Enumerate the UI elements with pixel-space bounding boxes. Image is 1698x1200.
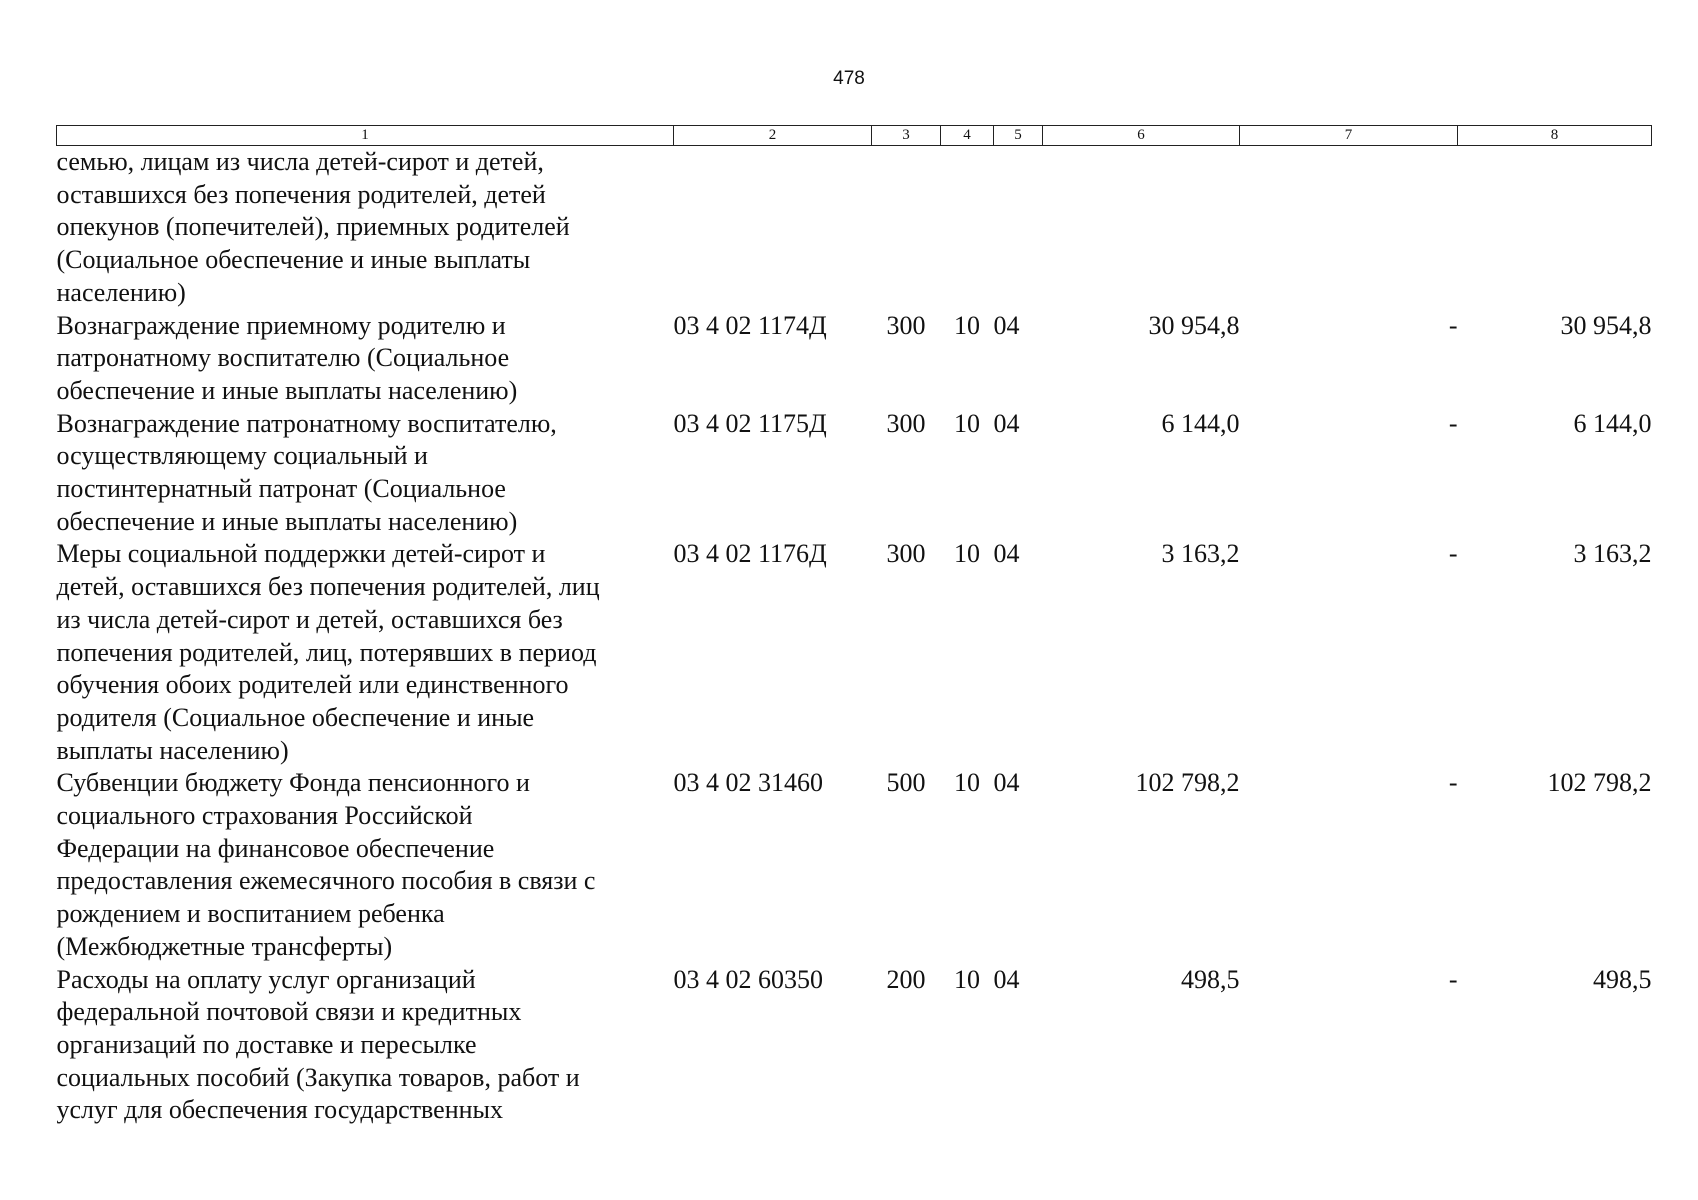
description-line: Вознаграждение приемному родителю и bbox=[56, 310, 506, 340]
row-subsection bbox=[994, 146, 1043, 310]
description-line: опекунов (попечителей), приемных родителей bbox=[56, 212, 570, 242]
table-row bbox=[57, 146, 1652, 310]
row-description bbox=[57, 310, 674, 408]
row-amount-col8: 498,5 bbox=[1593, 964, 1652, 994]
row-amount-col6: 30 954,8 bbox=[1148, 310, 1240, 340]
budget-table bbox=[56, 125, 1652, 1127]
description-line: Субвенции бюджету Фонда пенсионного и bbox=[56, 768, 530, 798]
row-description bbox=[57, 538, 674, 767]
row-amount-col8: 30 954,8 bbox=[1560, 310, 1652, 340]
row-amount-col7: - bbox=[1448, 539, 1458, 569]
description-line: постинтернатный патронат (Социальное bbox=[56, 474, 506, 504]
header-col-6: 6 bbox=[1043, 126, 1240, 146]
row-description bbox=[57, 964, 674, 1128]
description-line: обеспечение и иные выплаты населению) bbox=[56, 506, 518, 536]
description-line: Федерации на финансовое обеспечение bbox=[56, 833, 495, 863]
row-section: 10 bbox=[954, 310, 980, 340]
description-line: услуг для обеспечения государственных bbox=[56, 1095, 504, 1125]
description-line: семью, лицам из числа детей-сирот и детей, bbox=[56, 147, 544, 176]
row-amount-col6: 6 144,0 bbox=[1161, 408, 1240, 438]
row-section: 10 bbox=[954, 408, 980, 438]
row-code: 03 4 02 1174Д bbox=[673, 310, 827, 340]
row-subsection: 04 bbox=[993, 964, 1020, 994]
row-subsection: 04 bbox=[993, 310, 1020, 340]
row-description bbox=[57, 408, 674, 539]
description-line: обеспечение и иные выплаты населению) bbox=[56, 375, 518, 405]
row-subsection: 04 bbox=[993, 539, 1020, 569]
description-line: предоставления ежемесячного пособия в связи с bbox=[56, 866, 596, 896]
table-row bbox=[57, 964, 1652, 1128]
row-section: 10 bbox=[954, 768, 980, 798]
description-line: Вознаграждение патронатному воспитателю, bbox=[56, 408, 557, 438]
row-amount-col8: 3 163,2 bbox=[1573, 539, 1652, 569]
row-description bbox=[57, 767, 674, 963]
header-col-2: 2 bbox=[674, 126, 872, 146]
row-amount-col8: 102 798,2 bbox=[1547, 768, 1652, 798]
row-section: 10 bbox=[954, 539, 980, 569]
row-subsection: 04 bbox=[993, 768, 1020, 798]
description-line: оставшихся без попечения родителей, детей bbox=[56, 179, 546, 209]
row-amount-col6: 3 163,2 bbox=[1161, 539, 1240, 569]
row-amount-col7: - bbox=[1448, 768, 1458, 798]
description-line: Меры социальной поддержки детей-сирот и bbox=[56, 539, 546, 569]
row-expense-type: 300 bbox=[886, 539, 926, 569]
row-section bbox=[941, 146, 994, 310]
description-line: рождением и воспитанием ребенка bbox=[56, 899, 445, 929]
row-amount-col6: 102 798,2 bbox=[1135, 768, 1240, 798]
description-line: (Межбюджетные трансферты) bbox=[56, 931, 393, 961]
row-code bbox=[674, 146, 872, 310]
table-row bbox=[57, 767, 1652, 963]
header-col-5: 5 bbox=[994, 126, 1043, 146]
description-line: федеральной почтовой связи и кредитных bbox=[56, 997, 522, 1027]
description-line: попечения родителей, лиц, потерявших в период bbox=[56, 637, 597, 667]
row-code: 03 4 02 1175Д bbox=[673, 408, 827, 438]
description-line: населению) bbox=[56, 277, 186, 307]
description-line: социальных пособий (Закупка товаров, работ и bbox=[56, 1062, 580, 1092]
description-line: обучения обоих родителей или единственного bbox=[56, 670, 569, 700]
row-code: 03 4 02 60350 bbox=[673, 964, 823, 994]
row-expense-type: 200 bbox=[886, 964, 926, 994]
row-subsection: 04 bbox=[993, 408, 1020, 438]
description-line: детей, оставшихся без попечения родителей, лиц bbox=[56, 572, 600, 602]
row-code: 03 4 02 31460 bbox=[673, 768, 823, 798]
row-amount-col8 bbox=[1458, 146, 1652, 310]
row-amount-col6: 498,5 bbox=[1181, 964, 1240, 994]
description-line: патронатному воспитателю (Социальное bbox=[56, 343, 510, 373]
table-row bbox=[57, 310, 1652, 408]
table-row bbox=[57, 408, 1652, 539]
header-col-3: 3 bbox=[872, 126, 941, 146]
row-amount-col7: - bbox=[1448, 310, 1458, 340]
description-line: Расходы на оплату услуг организаций bbox=[56, 964, 476, 994]
row-description bbox=[57, 146, 674, 310]
description-line: (Социальное обеспечение и иные выплаты bbox=[56, 245, 531, 275]
row-section: 10 bbox=[954, 964, 980, 994]
row-code: 03 4 02 1176Д bbox=[673, 539, 827, 569]
table-row bbox=[57, 538, 1652, 767]
description-line: выплаты населению) bbox=[56, 735, 289, 765]
row-amount-col7: - bbox=[1448, 964, 1458, 994]
header-col-4: 4 bbox=[941, 126, 994, 146]
row-amount-col7: - bbox=[1448, 408, 1458, 438]
row-expense-type bbox=[872, 146, 941, 310]
description-line: из числа детей-сирот и детей, оставшихся без bbox=[56, 604, 563, 634]
row-expense-type: 500 bbox=[886, 768, 926, 798]
header-col-8: 8 bbox=[1458, 126, 1652, 146]
description-line: организаций по доставке и пересылке bbox=[56, 1029, 477, 1059]
description-line: родителя (Социальное обеспечение и иные bbox=[56, 702, 535, 732]
row-expense-type: 300 bbox=[886, 310, 926, 340]
header-col-7: 7 bbox=[1240, 126, 1458, 146]
description-line: социального страхования Российской bbox=[56, 801, 473, 831]
row-amount-col6 bbox=[1043, 146, 1240, 310]
header-col-1: 1 bbox=[57, 126, 674, 146]
row-expense-type: 300 bbox=[886, 408, 926, 438]
column-number-header bbox=[57, 126, 1652, 146]
row-amount-col7 bbox=[1240, 146, 1458, 310]
description-line: осуществляющему социальный и bbox=[56, 441, 428, 471]
row-amount-col8: 6 144,0 bbox=[1573, 408, 1652, 438]
page-number: 478 bbox=[833, 68, 865, 89]
